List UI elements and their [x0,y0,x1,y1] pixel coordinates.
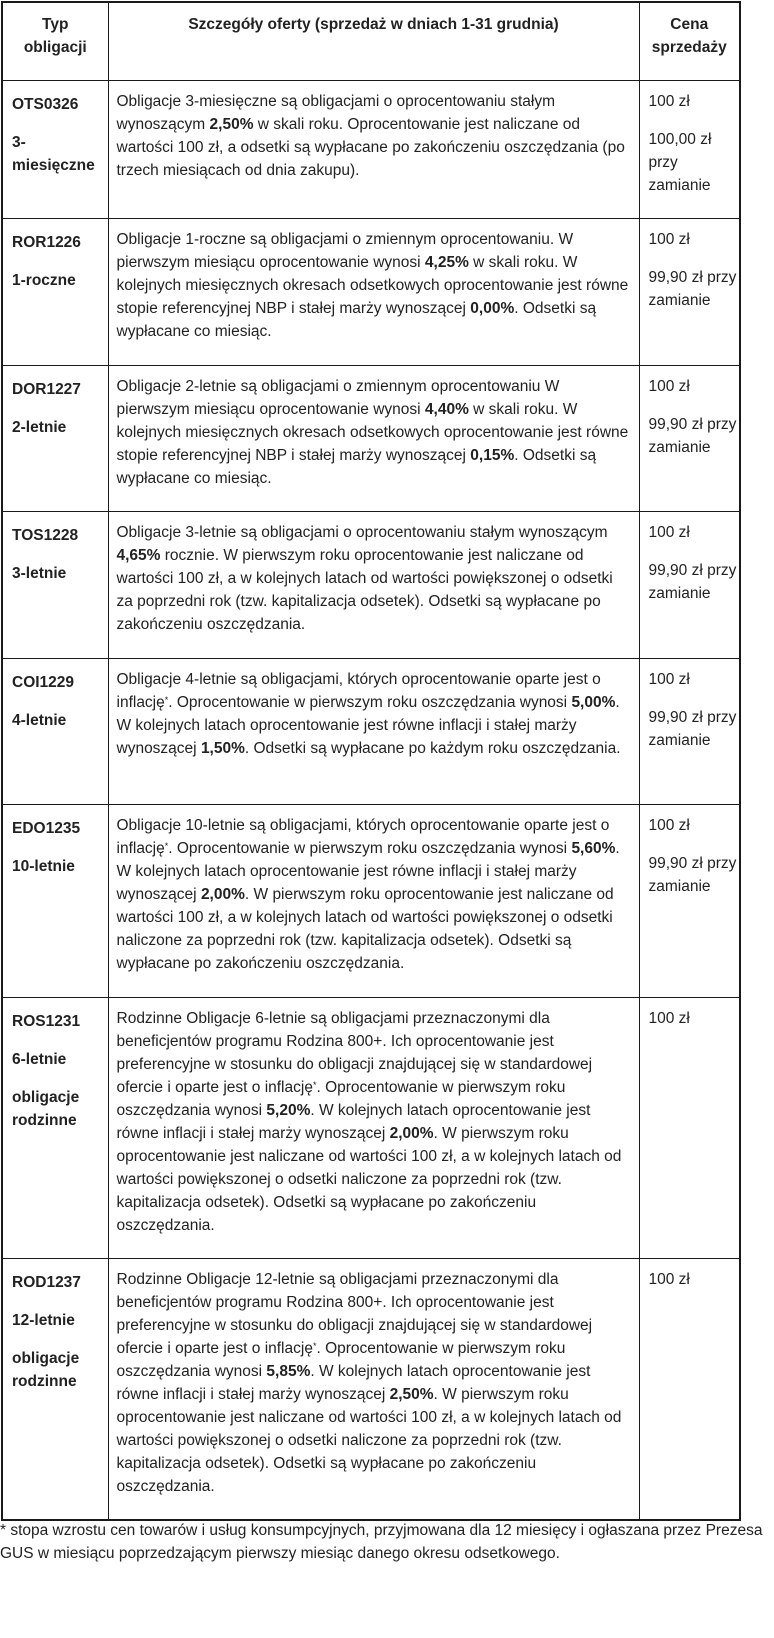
highlighted-rate: 5,60% [571,839,616,857]
sale-price-cell [639,218,740,365]
highlighted-rate: 5,20% [266,1101,311,1119]
header-sale-price: Cena sprzedaży [639,2,740,80]
description-text: . W pierwszym roku oprocentowanie jest naliczane od wartości 100 zł, a w kolejnych latach od wartości powiększonej o odsetki naliczone za poprzedni rok (tzw. kapitalizacja odsetek). Odsetki są wypłacane po zakończeniu oszczędzania. [116,1124,622,1234]
highlighted-rate: 2,50% [209,115,254,133]
price-when-swapping: 99,90 zł przy zamianie [648,708,737,749]
description-text: Obligacje 4-letnie są obligacjami, których oprocentowanie oparte jest o inflację [116,670,601,711]
inflation-footnote: * stopa wzrostu cen towarów i usług konsumpcyjnych, przyjmowana dla 12 miesięcy i ogłaszana przez Prezesa GUS w miesiącu poprzedzającym pierwszy miesiąc danego okresu odsetkowego. [0,1522,763,1562]
offer-details-cell [108,80,639,218]
bond-code: DOR1227 [12,380,81,398]
bond-code: ROD1237 [12,1273,81,1291]
bond-code: COI1229 [12,673,75,691]
bond-duration: 3-letnie [12,564,67,582]
bond-code: TOS1228 [12,526,79,544]
header-offer-details: Szczegóły oferty (sprzedaż w dniach 1-31 grudnia) [108,2,639,80]
price-value: 100 zł [648,377,690,395]
bond-duration: 12-letnie [12,1311,75,1329]
description-text: . Oprocentowanie w pierwszym roku oszczędzania wynosi [168,839,572,857]
table-body [2,80,740,1520]
offer-details-cell [108,997,639,1258]
bond-type-cell [2,218,108,365]
price-when-swapping: 99,90 zł przy zamianie [648,561,737,602]
sale-price-cell [639,658,740,804]
sale-price-cell [639,804,740,997]
bond-category: obligacje rodzinne [12,1349,80,1390]
description-text: w skali roku. W kolejnych miesięcznych okresach odsetkowych oprocentowanie jest równe stopie referencyjnej NBP i stałej marży wynoszącej [116,400,629,464]
table-row [2,365,740,511]
description-text: Rodzinne Obligacje 6-letnie są obligacjami przeznaczonymi dla beneficjentów programu Rodzina 800+. Ich oprocentowanie jest preferencyjne w stosunku do obligacji znajdującej się w standardowej ofercie i oparte jest o inflację [116,1009,593,1096]
price-value: 100 zł [648,670,690,688]
description-text: w skali roku. W kolejnych miesięcznych okresach odsetkowych oprocentowanie jest równe stopie referencyjnej NBP i stałej marży wynoszącej [116,253,629,317]
bond-code: EDO1235 [12,819,81,837]
price-value: 100 zł [648,816,690,834]
offer-details-cell [108,365,639,511]
bond-duration: 1-roczne [12,271,76,289]
price-value: 100 zł [648,230,690,248]
table-row [2,1258,740,1520]
description-text: . W kolejnych latach oprocentowanie jest równe inflacji i stałej marży wynoszącej [116,693,620,757]
bond-code: OTS0326 [12,95,79,113]
description-text: . W kolejnych latach oprocentowanie jest równe inflacji i stałej marży wynoszącej [116,839,620,903]
footnote-marker: * [164,840,169,851]
bond-duration: 2-letnie [12,418,67,436]
offer-details-cell [108,511,639,658]
table-row [2,804,740,997]
bond-duration: 3-miesięczne [12,133,95,174]
highlighted-rate: 1,50% [200,739,245,757]
offer-details-cell [108,804,639,997]
description-text: . Odsetki są wypłacane co miesiąc. [116,299,597,340]
sale-price-cell [639,511,740,658]
price-when-swapping: 99,90 zł przy zamianie [648,854,737,895]
description-text: Obligacje 3-letnie są obligacjami o oprocentowaniu stałym wynoszącym [116,523,608,541]
highlighted-rate: 2,00% [389,1124,434,1142]
price-when-swapping: 99,90 zł przy zamianie [648,268,737,309]
description-text: rocznie. W pierwszym roku oprocentowanie jest naliczane od wartości 100 zł, a w kolejnych latach od wartości powiększonej o odsetki za poprzedni rok (tzw. kapitalizacja odsetek). Odsetki są wypłacane po zakończeniu oszczędzania. [116,546,613,633]
highlighted-rate: 4,65% [116,546,161,564]
table-row [2,997,740,1258]
bonds-offer-table [1,1,741,1521]
description-text: Obligacje 2-letnie są obligacjami o zmiennym oprocentowaniu W pierwszym miesiącu oprocentowanie wynosi [116,377,560,418]
sale-price-cell [639,1258,740,1520]
highlighted-rate: 4,40% [424,400,469,418]
sale-price-cell [639,365,740,511]
bond-type-cell [2,1258,108,1520]
bond-type-cell [2,80,108,218]
bond-type-cell [2,658,108,804]
highlighted-rate: 0,15% [470,446,515,464]
description-text: . Oprocentowanie w pierwszym roku oszczędzania wynosi [116,1339,566,1380]
description-text: Obligacje 1-roczne są obligacjami o zmiennym oprocentowaniu. W pierwszym miesiącu oprocentowanie wynosi [116,230,574,271]
highlighted-rate: 4,25% [424,253,469,271]
description-text: Obligacje 10-letnie są obligacjami, których oprocentowanie oparte jest o inflację [116,816,610,857]
offer-details-cell [108,1258,639,1520]
description-text: Rodzinne Obligacje 12-letnie są obligacjami przeznaczonymi dla beneficjentów programu Rodzina 800+. Ich oprocentowanie jest preferencyjne w stosunku do obligacji znajdującej się w standardowej ofercie i oparte jest o inflację [116,1270,593,1357]
bond-category: obligacje rodzinne [12,1088,80,1129]
description-text: w skali roku. Oprocentowanie jest naliczane od wartości 100 zł, a odsetki są wypłacane po zakończeniu oszczędzania (po trzech miesiącach od dnia zakupu). [116,115,625,179]
description-text: . W kolejnych latach oprocentowanie jest równe inflacji i stałej marży wynoszącej [116,1101,591,1142]
bond-type-cell [2,511,108,658]
description-text: . Odsetki są wypłacane co miesiąc. [116,446,597,487]
table-row [2,658,740,804]
footnote-marker: * [164,694,169,705]
highlighted-rate: 5,85% [266,1362,311,1380]
bond-duration: 10-letnie [12,857,75,875]
bond-type-cell [2,365,108,511]
bond-type-cell [2,804,108,997]
description-text: . Oprocentowanie w pierwszym roku oszczędzania wynosi [116,1078,566,1119]
table-row [2,511,740,658]
description-text: . Oprocentowanie w pierwszym roku oszczędzania wynosi [168,693,572,711]
highlighted-rate: 2,00% [200,885,245,903]
description-text: . W pierwszym roku oprocentowanie jest naliczane od wartości 100 zł, a w kolejnych latach od wartości powiększonej o odsetki naliczone za poprzedni rok (tzw. kapitalizacja odsetek). Odsetki są wypłacane po zakończeniu oszczędzania. [116,885,614,972]
price-value: 100 zł [648,92,690,110]
sale-price-cell [639,997,740,1258]
highlighted-rate: 5,00% [571,693,616,711]
header-bond-type: Typ obligacji [2,2,108,80]
offer-details-cell [108,218,639,365]
table-row [2,218,740,365]
footnote-marker: * [312,1079,317,1090]
description-text: Obligacje 3-miesięczne są obligacjami o oprocentowaniu stałym wynoszącym [116,92,556,133]
bond-code: ROR1226 [12,233,81,251]
offer-details-cell [108,658,639,804]
sale-price-cell [639,80,740,218]
description-text: . Odsetki są wypłacane po każdym roku oszczędzania. [244,739,621,757]
highlighted-rate: 0,00% [470,299,515,317]
price-value: 100 zł [648,1009,690,1027]
bond-code: ROS1231 [12,1012,81,1030]
footnote-marker: * [312,1340,317,1351]
bond-duration: 4-letnie [12,711,67,729]
description-text: . W kolejnych latach oprocentowanie jest równe inflacji i stałej marży wynoszącej [116,1362,591,1403]
table-header-row [2,2,740,80]
price-when-swapping: 99,90 zł przy zamianie [648,415,737,456]
price-value: 100 zł [648,1270,690,1288]
price-when-swapping: 100,00 zł przy zamianie [648,130,712,194]
description-text: . W pierwszym roku oprocentowanie jest naliczane od wartości 100 zł, a w kolejnych latach od wartości powiększonej o odsetki naliczone za poprzedni rok (tzw. kapitalizacja odsetek). Odsetki są wypłacane po zakończeniu oszczędzania. [116,1385,622,1495]
bond-type-cell [2,997,108,1258]
price-value: 100 zł [648,523,690,541]
table-row [2,80,740,218]
highlighted-rate: 2,50% [389,1385,434,1403]
bond-duration: 6-letnie [12,1050,67,1068]
